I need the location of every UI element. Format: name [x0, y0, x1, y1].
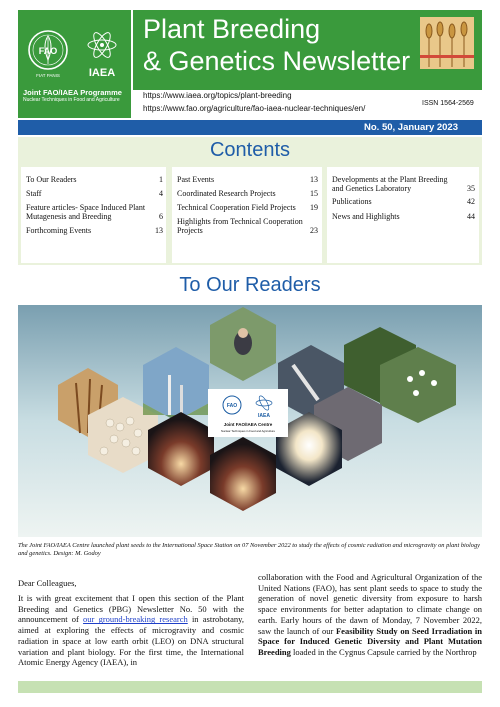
svg-text:FIAT PANIS: FIAT PANIS [36, 73, 60, 78]
svg-text:FAO: FAO [38, 46, 58, 56]
footer-bar [18, 681, 482, 693]
contents-column-2 [172, 167, 322, 263]
contents-heading: Contents [209, 139, 291, 161]
greeting: Dear Colleagues, [18, 578, 77, 588]
image-caption: The Joint FAO/IAEA Centre launched plant seeds to the International Space Station on 07 November 2022 to study the effects of cosmic radiation and microgravity on plant biology and genetics. Design: M. Godoy [18, 542, 481, 557]
wheat-emblem-icon [420, 17, 474, 69]
issue-number: No. 50, January 2023 [364, 122, 458, 133]
fao-url-link[interactable]: https://www.fao.org/agriculture/fao-iaea-nuclear-techniques/en/ [143, 104, 366, 113]
toc-item[interactable]: To Our Readers 1 [26, 175, 163, 184]
svg-text:FAO: FAO [226, 403, 238, 409]
iaea-url-link[interactable]: https://www.iaea.org/topics/plant-breeding [143, 91, 292, 100]
body-column-right: collaboration with the Food and Agricultural Organization of the United Nations (FAO), has sent plant seeds to space to study the generation of novel genetic diversity from exposure to harsh space environments for better adaptation to climate change on earth. Early hours of the dawn of Monday, 7 November 2022, saw the launch of our Feasibility Study on Seed Irradiation in Space for Induced Genetic Diversity and Plant Mutation Breeding loaded in the Cygnus Capsule carried by the Northrop [258, 572, 483, 657]
fao-logo-icon [29, 31, 67, 78]
toc-item[interactable]: News and Highlights 44 [332, 212, 475, 221]
toc-item[interactable]: Developments at the Plant Breeding and Genetics Laboratory 35 [332, 175, 475, 193]
body-column-left: It is with great excitement that I open this section of the Plant Breeding and Genetics (PBG) Newsletter No. 50 with the announcement of our ground-breaking research in astrobotany, aimed at exploring the effects of microgravity and cosmic radiation in space at low earth orbit (LEO) on DNA structural variation and plant biology. For the first time, the International Atomic Energy Agency (IAEA), in [18, 593, 244, 668]
toc-item[interactable]: Publications 42 [332, 197, 475, 206]
issn-label: ISSN 1564-2569 [422, 100, 474, 107]
iaea-logo-icon [88, 30, 116, 79]
svg-text:Nuclear Techniques in Food and: Nuclear Techniques in Food and Agriculture [220, 429, 276, 433]
toc-item[interactable]: Technical Cooperation Field Projects 19 [177, 203, 318, 212]
newsletter-title-line1: Plant Breeding [143, 14, 321, 44]
contents-column-1 [21, 167, 166, 263]
section-heading: To Our Readers [179, 274, 321, 296]
programme-title: Joint FAO/IAEA Programme [23, 88, 122, 97]
toc-item[interactable]: Forthcoming Events 13 [26, 226, 163, 235]
toc-item[interactable]: Feature articles- Space Induced Plant Mutagenesis and Breeding 6 [26, 203, 163, 221]
toc-item[interactable]: Coordinated Research Projects 15 [177, 189, 318, 198]
contents-column-3 [327, 167, 479, 263]
toc-item[interactable]: Past Events 13 [177, 175, 318, 184]
svg-text:IAEA: IAEA [88, 67, 116, 79]
newsletter-title-line2: & Genetics Newsletter [143, 46, 411, 76]
fao-iaea-logos [24, 30, 128, 82]
svg-text:IAEA: IAEA [258, 413, 270, 419]
research-link[interactable]: our ground-breaking research [83, 614, 188, 625]
programme-subtitle: Nuclear Techniques in Food and Agriculture [23, 97, 120, 103]
toc-item[interactable]: Highlights from Technical Cooperation Projects 23 [177, 217, 318, 235]
space-collage-image [18, 305, 482, 537]
toc-item[interactable]: Staff 4 [26, 189, 163, 198]
svg-text:Joint FAO/IAEA Centre: Joint FAO/IAEA Centre [223, 422, 273, 427]
